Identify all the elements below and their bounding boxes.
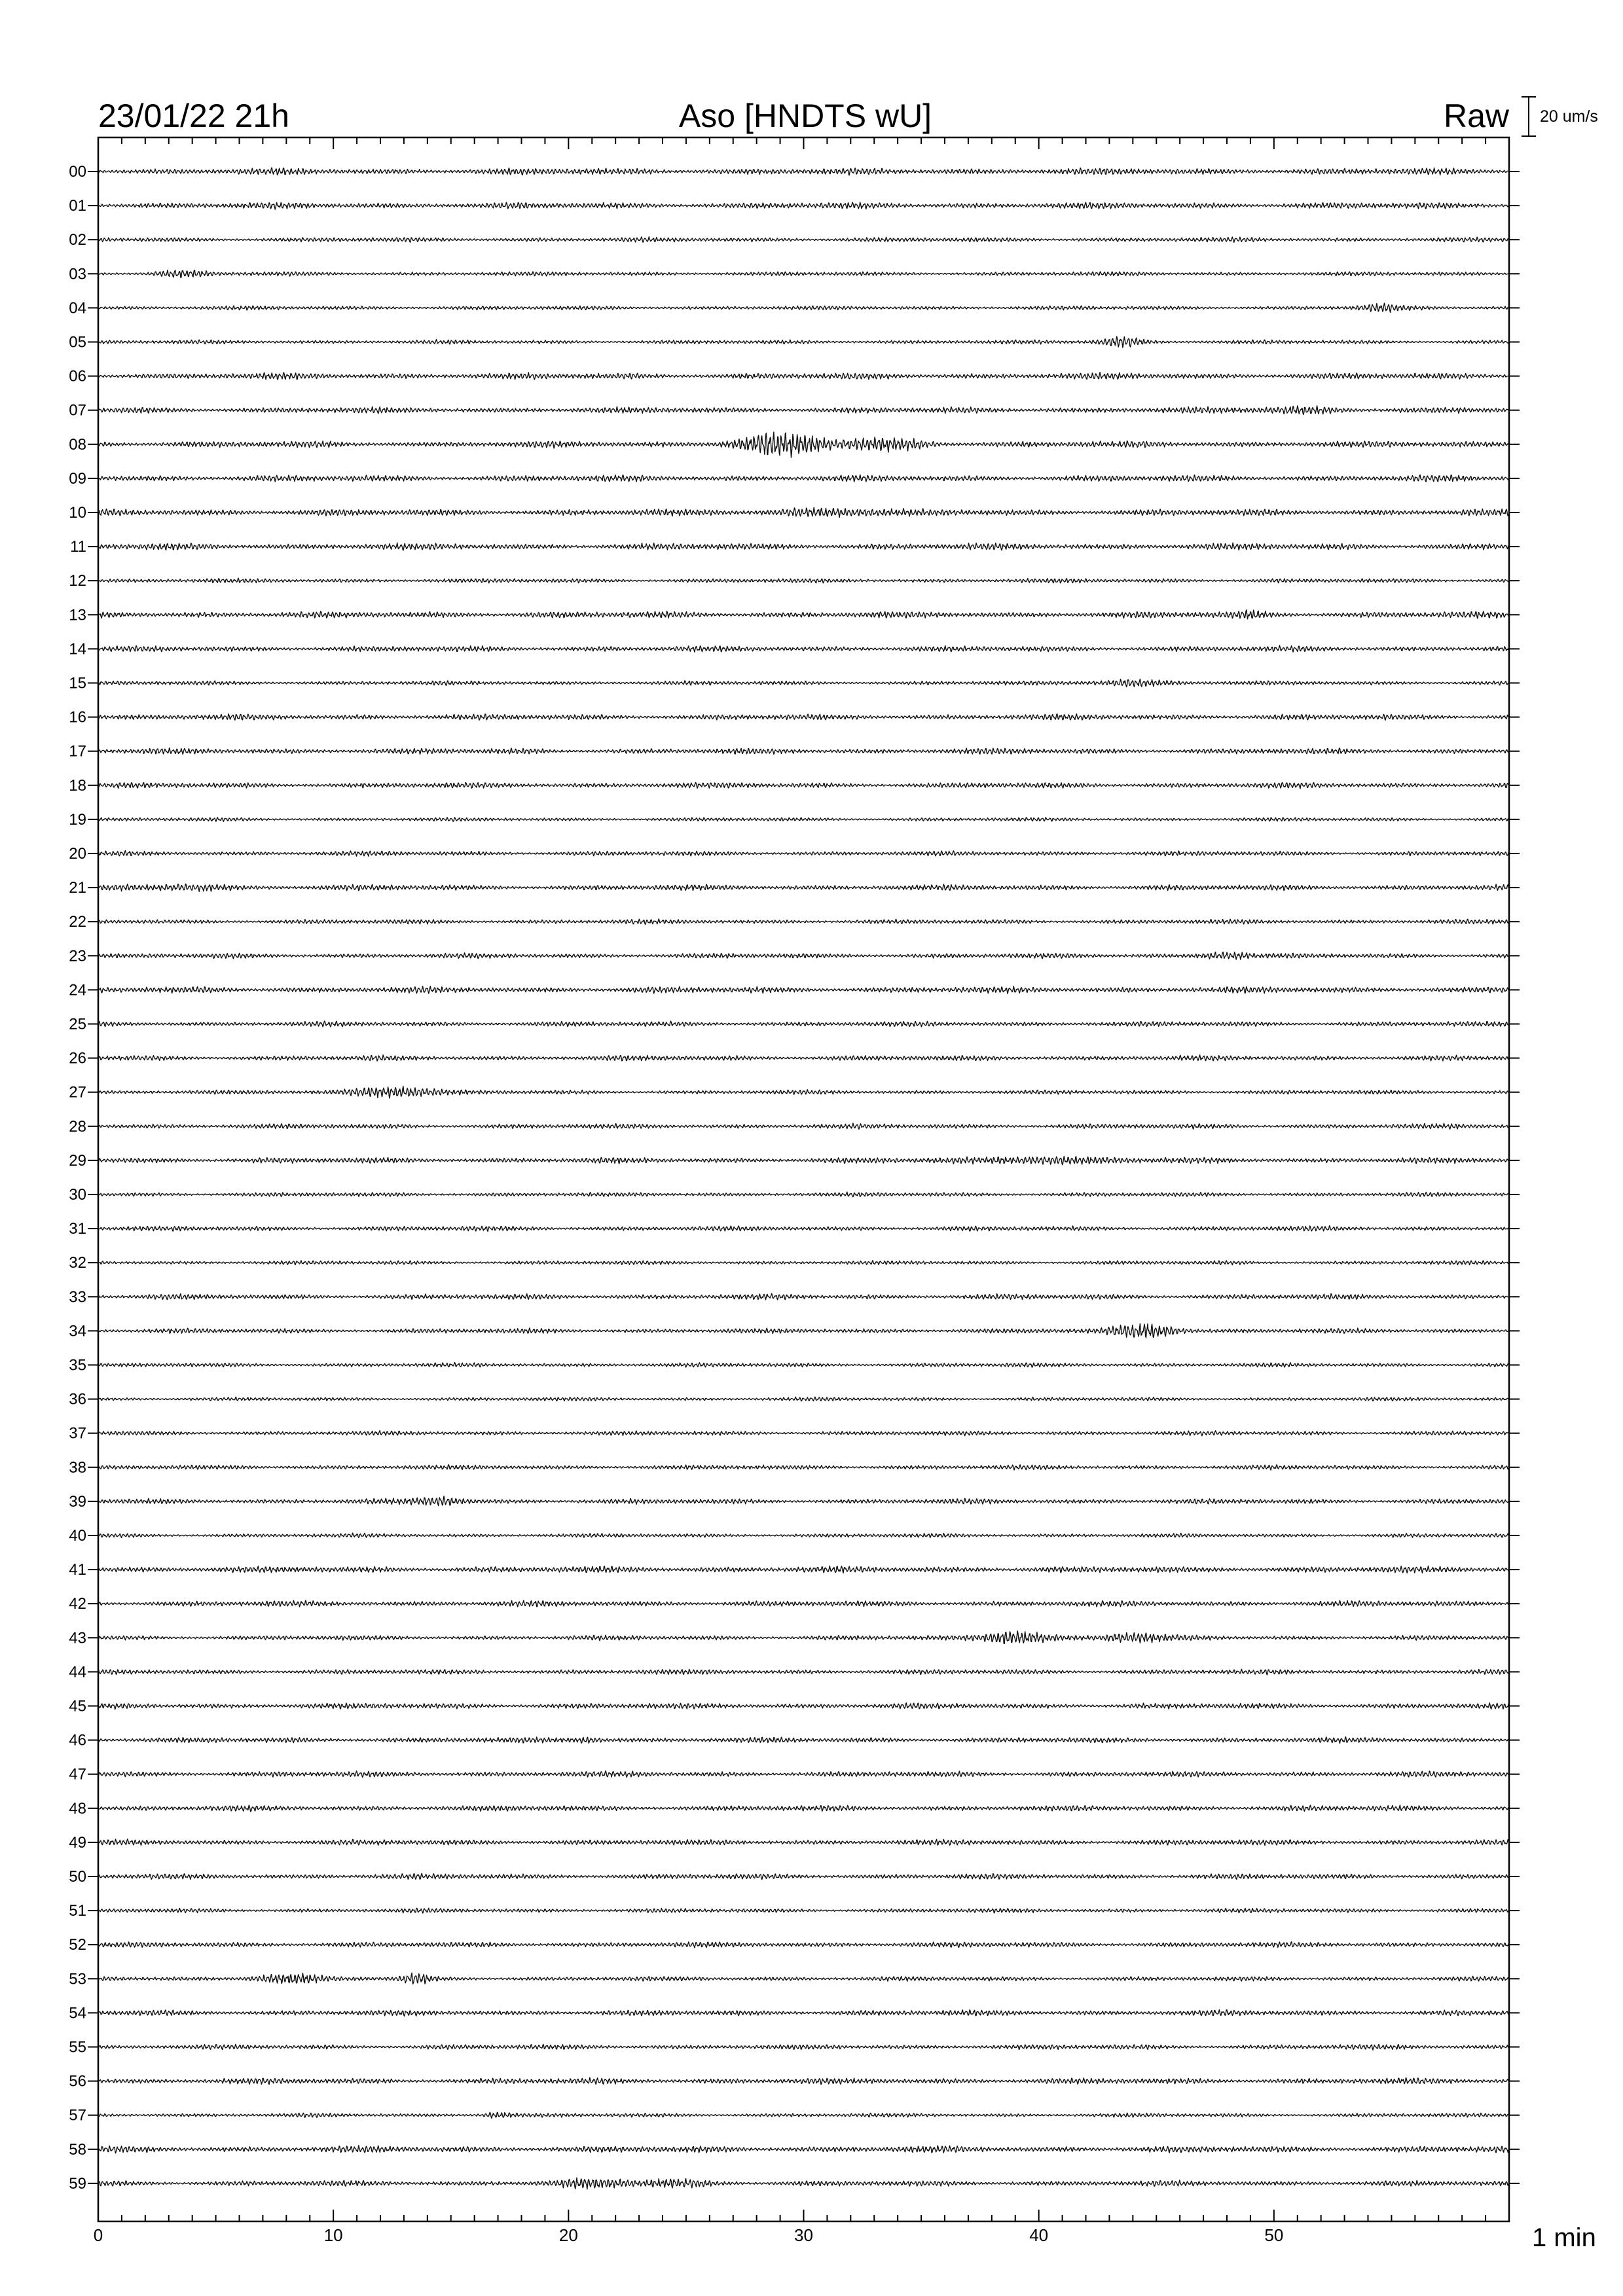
- x-unit-label: 1 min: [1532, 2223, 1596, 2252]
- row-label: 46: [69, 1731, 86, 1749]
- row-label: 52: [69, 1936, 86, 1954]
- row-label: 01: [69, 197, 86, 215]
- row-label: 26: [69, 1049, 86, 1067]
- row-label: 25: [69, 1015, 86, 1033]
- row-label: 36: [69, 1390, 86, 1408]
- row-label: 21: [69, 879, 86, 897]
- row-label: 20: [69, 845, 86, 863]
- row-label: 45: [69, 1697, 86, 1715]
- row-label: 14: [69, 640, 86, 658]
- row-label: 55: [69, 2038, 86, 2056]
- x-tick-label: 0: [93, 2225, 103, 2245]
- row-label: 49: [69, 1833, 86, 1852]
- mode-label: Raw: [1443, 98, 1509, 134]
- row-label: 08: [69, 435, 86, 454]
- row-label: 17: [69, 742, 86, 761]
- row-label: 19: [69, 810, 86, 829]
- row-label: 37: [69, 1424, 86, 1443]
- row-label: 03: [69, 265, 86, 283]
- row-label: 59: [69, 2174, 86, 2193]
- row-label: 42: [69, 1595, 86, 1613]
- row-label: 38: [69, 1458, 86, 1477]
- x-tick-label: 30: [794, 2225, 813, 2245]
- row-label: 31: [69, 1220, 86, 1238]
- row-label: 33: [69, 1288, 86, 1306]
- x-tick-label: 10: [323, 2225, 343, 2245]
- row-label: 16: [69, 708, 86, 726]
- x-tick-label: 50: [1264, 2225, 1284, 2245]
- row-label: 35: [69, 1356, 86, 1374]
- row-label: 07: [69, 401, 86, 420]
- row-label: 06: [69, 367, 86, 386]
- row-label: 27: [69, 1083, 86, 1102]
- row-label: 23: [69, 947, 86, 965]
- row-label: 44: [69, 1663, 86, 1681]
- station-title: Aso [HNDTS wU]: [678, 98, 932, 134]
- row-label: 30: [69, 1186, 86, 1204]
- row-label: 40: [69, 1527, 86, 1545]
- row-label: 34: [69, 1322, 86, 1340]
- row-label: 56: [69, 2072, 86, 2090]
- row-label: 12: [69, 572, 86, 590]
- x-tick-label: 40: [1029, 2225, 1049, 2245]
- row-label: 00: [69, 163, 86, 181]
- amplitude-scale-label: 20 um/s: [1540, 107, 1598, 126]
- x-tick-label: 20: [558, 2225, 578, 2245]
- row-label: 51: [69, 1902, 86, 1920]
- row-label: 48: [69, 1799, 86, 1818]
- row-label: 22: [69, 913, 86, 931]
- row-label: 57: [69, 2106, 86, 2125]
- row-label: 43: [69, 1629, 86, 1647]
- row-label: 11: [70, 538, 86, 556]
- row-label: 32: [69, 1254, 86, 1272]
- row-label: 09: [69, 469, 86, 488]
- row-label: 54: [69, 2004, 86, 2022]
- row-label: 28: [69, 1117, 86, 1136]
- row-label: 50: [69, 1868, 86, 1886]
- row-label: 53: [69, 1970, 86, 1988]
- row-label: 15: [69, 674, 86, 692]
- row-label: 58: [69, 2140, 86, 2159]
- row-label: 39: [69, 1492, 86, 1511]
- row-label: 02: [69, 231, 86, 249]
- row-label: 47: [69, 1765, 86, 1784]
- row-label: 04: [69, 299, 86, 317]
- datetime-label: 23/01/22 21h: [98, 98, 289, 134]
- row-label: 18: [69, 776, 86, 795]
- row-label: 24: [69, 981, 86, 999]
- row-label: 41: [69, 1561, 86, 1579]
- row-label: 13: [69, 606, 86, 624]
- row-label: 10: [69, 504, 86, 522]
- row-label: 29: [69, 1151, 86, 1170]
- row-label: 05: [69, 333, 86, 351]
